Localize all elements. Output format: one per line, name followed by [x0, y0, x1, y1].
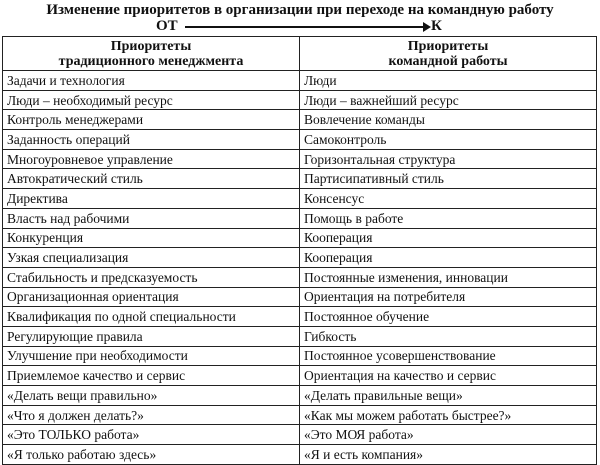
- team-cell: Вовлечение команды: [300, 110, 597, 130]
- table-row: [3, 71, 597, 91]
- traditional-cell: Автократический стиль: [3, 169, 300, 189]
- team-cell: Ориентация на потребителя: [300, 287, 597, 307]
- table-row: [3, 366, 597, 386]
- team-cell: Постоянные изменения, инновации: [300, 267, 597, 287]
- team-cell: Люди: [300, 71, 597, 91]
- right-arrow-icon: [185, 26, 425, 28]
- table-row: [3, 405, 597, 425]
- team-cell: Гибкость: [300, 326, 597, 346]
- priorities-table: [2, 36, 597, 465]
- table-row: [3, 130, 597, 150]
- traditional-cell: Директива: [3, 189, 300, 209]
- table-row: [3, 287, 597, 307]
- table-row: [3, 326, 597, 346]
- table-row: [3, 169, 597, 189]
- table-header-row: [3, 37, 597, 71]
- header-team: [300, 37, 597, 71]
- traditional-cell: «Я только работаю здесь»: [3, 445, 300, 465]
- traditional-cell: Контроль менеджерами: [3, 110, 300, 130]
- traditional-cell: Власть над рабочими: [3, 208, 300, 228]
- team-cell: Консенсус: [300, 189, 597, 209]
- team-cell: Постоянное обучение: [300, 307, 597, 327]
- team-cell: Постоянное усовершенствование: [300, 346, 597, 366]
- traditional-cell: Конкуренция: [3, 228, 300, 248]
- traditional-cell: «Это ТОЛЬКО работа»: [3, 425, 300, 445]
- table-row: [3, 386, 597, 406]
- header-team-line-1: Приоритеты: [407, 38, 489, 54]
- table-row: [3, 90, 597, 110]
- traditional-cell: Квалификация по одной специальности: [3, 307, 300, 327]
- traditional-cell: Улучшение при необходимости: [3, 346, 300, 366]
- traditional-cell: Стабильность и предсказуемость: [3, 267, 300, 287]
- to-label: К: [431, 18, 442, 34]
- team-cell: «Делать правильные вещи»: [300, 386, 597, 406]
- table-row: [3, 248, 597, 268]
- from-label: ОТ: [156, 18, 178, 34]
- traditional-cell: Люди – необходимый ресурс: [3, 90, 300, 110]
- team-cell: Кооперация: [300, 228, 597, 248]
- page-title: Изменение приоритетов в организации при переходе на командную работу: [46, 2, 554, 18]
- traditional-cell: Заданность операций: [3, 130, 300, 150]
- traditional-cell: Приемлемое качество и сервис: [3, 366, 300, 386]
- table-row: [3, 307, 597, 327]
- table-row: [3, 189, 597, 209]
- traditional-cell: Узкая специализация: [3, 248, 300, 268]
- table-row: [3, 425, 597, 445]
- team-cell: Горизонтальная структура: [300, 149, 597, 169]
- table-row: [3, 208, 597, 228]
- table-row: [3, 149, 597, 169]
- team-cell: Люди – важнейший ресурс: [300, 90, 597, 110]
- team-cell: Помощь в работе: [300, 208, 597, 228]
- team-cell: «Это МОЯ работа»: [300, 425, 597, 445]
- team-cell: Кооперация: [300, 248, 597, 268]
- table-row: [3, 110, 597, 130]
- traditional-cell: «Делать вещи правильно»: [3, 386, 300, 406]
- table-row: [3, 267, 597, 287]
- team-cell: Ориентация на качество и сервис: [300, 366, 597, 386]
- traditional-cell: Многоуровневое управление: [3, 149, 300, 169]
- header-team-line-2: командной работы: [388, 53, 508, 69]
- team-cell: Партисипативный стиль: [300, 169, 597, 189]
- table-row: [3, 445, 597, 465]
- traditional-cell: «Что я должен делать?»: [3, 405, 300, 425]
- header-traditional: [3, 37, 300, 71]
- team-cell: Самоконтроль: [300, 130, 597, 150]
- table-row: [3, 346, 597, 366]
- header-traditional-line-2: традиционного менеджмента: [58, 53, 244, 69]
- traditional-cell: Задачи и технология: [3, 71, 300, 91]
- header-traditional-line-1: Приоритеты: [110, 38, 192, 54]
- traditional-cell: Организационная ориентация: [3, 287, 300, 307]
- team-cell: «Я и есть компания»: [300, 445, 597, 465]
- traditional-cell: Регулирующие правила: [3, 326, 300, 346]
- table-row: [3, 228, 597, 248]
- team-cell: «Как мы можем работать быстрее?»: [300, 405, 597, 425]
